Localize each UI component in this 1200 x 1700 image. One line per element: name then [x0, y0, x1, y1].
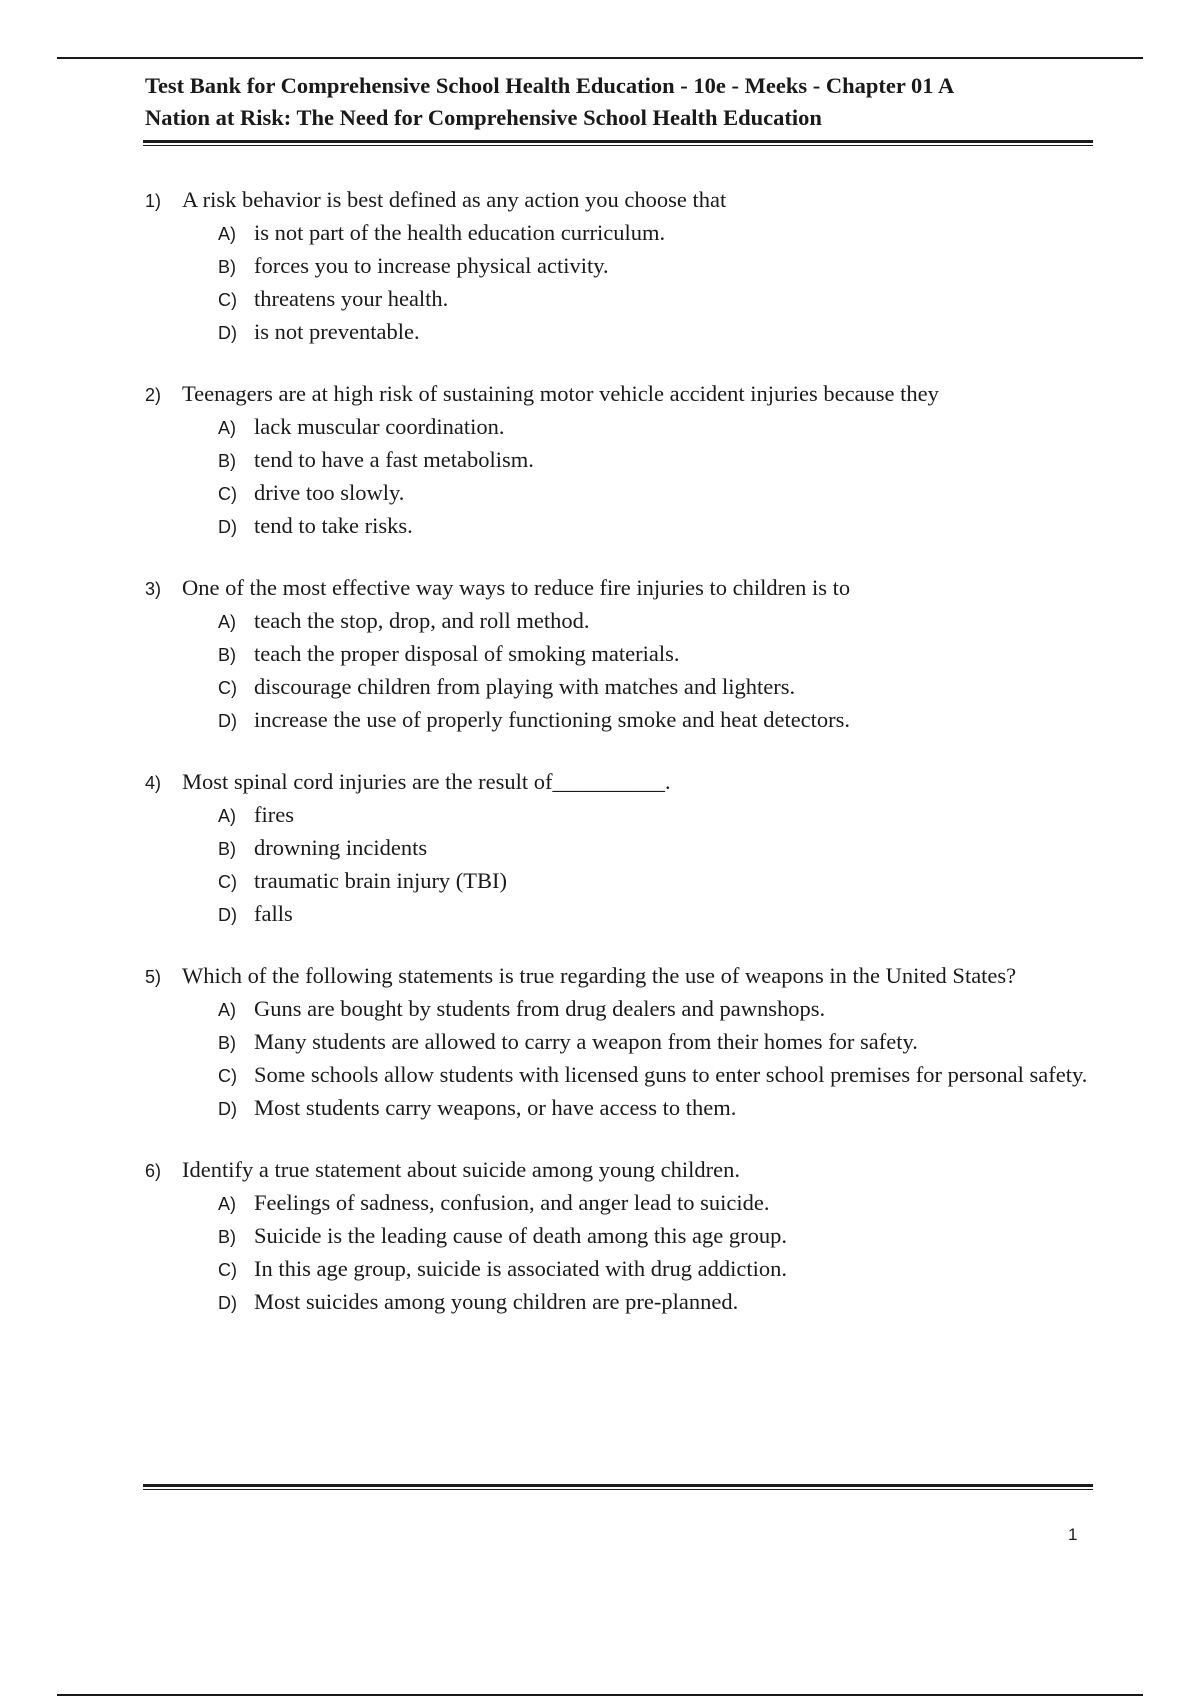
option-text: Guns are bought by students from drug dealers and pawnshops. — [254, 996, 826, 1021]
option-letter: B) — [218, 1033, 236, 1053]
question-text: A risk behavior is best defined as any action you choose that — [182, 187, 727, 212]
question-2 — [145, 378, 1105, 543]
answer-option — [218, 671, 1105, 704]
answer-option — [218, 1187, 1105, 1220]
option-text: increase the use of properly functioning smoke and heat detectors. — [254, 707, 851, 732]
option-letter: D) — [218, 711, 237, 731]
question-text: Identify a true statement about suicide among young children. — [182, 1157, 740, 1182]
answer-option — [218, 411, 1105, 444]
option-text: Suicide is the leading cause of death among this age group. — [254, 1223, 787, 1248]
option-text: teach the proper disposal of smoking materials. — [254, 641, 680, 666]
option-text: Feelings of sadness, confusion, and anger lead to suicide. — [254, 1190, 770, 1215]
question-6 — [145, 1154, 1105, 1319]
footer-double-rule — [143, 1484, 1093, 1490]
option-text: lack muscular coordination. — [254, 414, 505, 439]
answer-options — [218, 217, 1105, 349]
header-title-line-2: Nation at Risk: The Need for Comprehensive School Health Education — [145, 105, 822, 130]
option-letter: C) — [218, 484, 237, 504]
question-text: Which of the following statements is true regarding the use of weapons in the United States? — [182, 963, 1017, 988]
option-text: Most suicides among young children are pre-planned. — [254, 1289, 739, 1314]
answer-option — [218, 444, 1105, 477]
question-list — [145, 184, 1105, 1348]
question-number: 4) — [145, 773, 162, 793]
answer-option — [218, 250, 1105, 283]
option-letter: D) — [218, 1099, 237, 1119]
answer-option — [218, 1286, 1105, 1319]
option-text: drive too slowly. — [254, 480, 405, 505]
option-letter: A) — [218, 224, 236, 244]
option-letter: A) — [218, 806, 236, 826]
option-text: tend to have a fast metabolism. — [254, 447, 534, 472]
answer-option — [218, 865, 1105, 898]
answer-options — [218, 1187, 1105, 1319]
option-letter: A) — [218, 1194, 236, 1214]
answer-option — [218, 510, 1105, 543]
question-number: 6) — [145, 1161, 162, 1181]
option-text: Some schools allow students with licensed guns to enter school premises for personal safety. — [254, 1062, 1088, 1087]
option-letter: B) — [218, 645, 236, 665]
answer-options — [218, 411, 1105, 543]
question-text: One of the most effective way ways to reduce fire injuries to children is to — [182, 575, 851, 600]
option-letter: D) — [218, 323, 237, 343]
question-text: Most spinal cord injuries are the result of__________. — [182, 769, 671, 794]
question-3 — [145, 572, 1105, 737]
option-text: traumatic brain injury (TBI) — [254, 868, 508, 893]
option-letter: B) — [218, 257, 236, 277]
option-letter: C) — [218, 1260, 237, 1280]
question-number: 3) — [145, 579, 162, 599]
answer-option — [218, 993, 1105, 1026]
answer-option — [218, 316, 1105, 349]
option-text: is not preventable. — [254, 319, 420, 344]
option-letter: A) — [218, 612, 236, 632]
option-text: is not part of the health education curriculum. — [254, 220, 666, 245]
top-rule — [57, 57, 1143, 59]
question-text: Teenagers are at high risk of sustaining motor vehicle accident injuries because they — [182, 381, 939, 406]
bottom-rule — [57, 1694, 1143, 1696]
answer-option — [218, 1026, 1105, 1059]
answer-option — [218, 704, 1105, 737]
answer-option — [218, 605, 1105, 638]
option-letter: A) — [218, 1000, 236, 1020]
answer-option — [218, 799, 1105, 832]
option-text: fires — [254, 802, 294, 827]
question-1 — [145, 184, 1105, 349]
answer-option — [218, 217, 1105, 250]
option-letter: D) — [218, 1293, 237, 1313]
option-letter: D) — [218, 517, 237, 537]
answer-options — [218, 605, 1105, 737]
question-number: 5) — [145, 967, 162, 987]
option-text: forces you to increase physical activity. — [254, 253, 609, 278]
option-letter: D) — [218, 905, 237, 925]
header-double-rule — [143, 140, 1093, 146]
option-text: tend to take risks. — [254, 513, 413, 538]
answer-options — [218, 993, 1105, 1125]
answer-option — [218, 638, 1105, 671]
option-letter: B) — [218, 1227, 236, 1247]
option-letter: C) — [218, 678, 237, 698]
question-number: 1) — [145, 191, 162, 211]
header-title-line-1: Test Bank for Comprehensive School Health Education - 10e - Meeks - Chapter 01 A — [145, 73, 955, 98]
question-number: 2) — [145, 385, 162, 405]
option-letter: C) — [218, 1066, 237, 1086]
option-text: Most students carry weapons, or have access to them. — [254, 1095, 737, 1120]
option-letter: C) — [218, 290, 237, 310]
answer-option — [218, 477, 1105, 510]
answer-option — [218, 1253, 1105, 1286]
answer-option — [218, 283, 1105, 316]
option-text: falls — [254, 901, 293, 926]
option-letter: B) — [218, 839, 236, 859]
option-letter: B) — [218, 451, 236, 471]
document-header — [145, 70, 1105, 134]
option-text: drowning incidents — [254, 835, 428, 860]
option-text: teach the stop, drop, and roll method. — [254, 608, 590, 633]
option-text: Many students are allowed to carry a weapon from their homes for safety. — [254, 1029, 918, 1054]
answer-option — [218, 1220, 1105, 1253]
option-text: In this age group, suicide is associated with drug addiction. — [254, 1256, 788, 1281]
page-number: 1 — [1068, 1525, 1078, 1544]
answer-options — [218, 799, 1105, 931]
answer-option — [218, 1059, 1105, 1092]
question-4 — [145, 766, 1105, 931]
answer-option — [218, 898, 1105, 931]
option-letter: C) — [218, 872, 237, 892]
option-text: threatens your health. — [254, 286, 449, 311]
option-text: discourage children from playing with matches and lighters. — [254, 674, 796, 699]
option-letter: A) — [218, 418, 236, 438]
answer-option — [218, 1092, 1105, 1125]
answer-option — [218, 832, 1105, 865]
question-5 — [145, 960, 1105, 1125]
